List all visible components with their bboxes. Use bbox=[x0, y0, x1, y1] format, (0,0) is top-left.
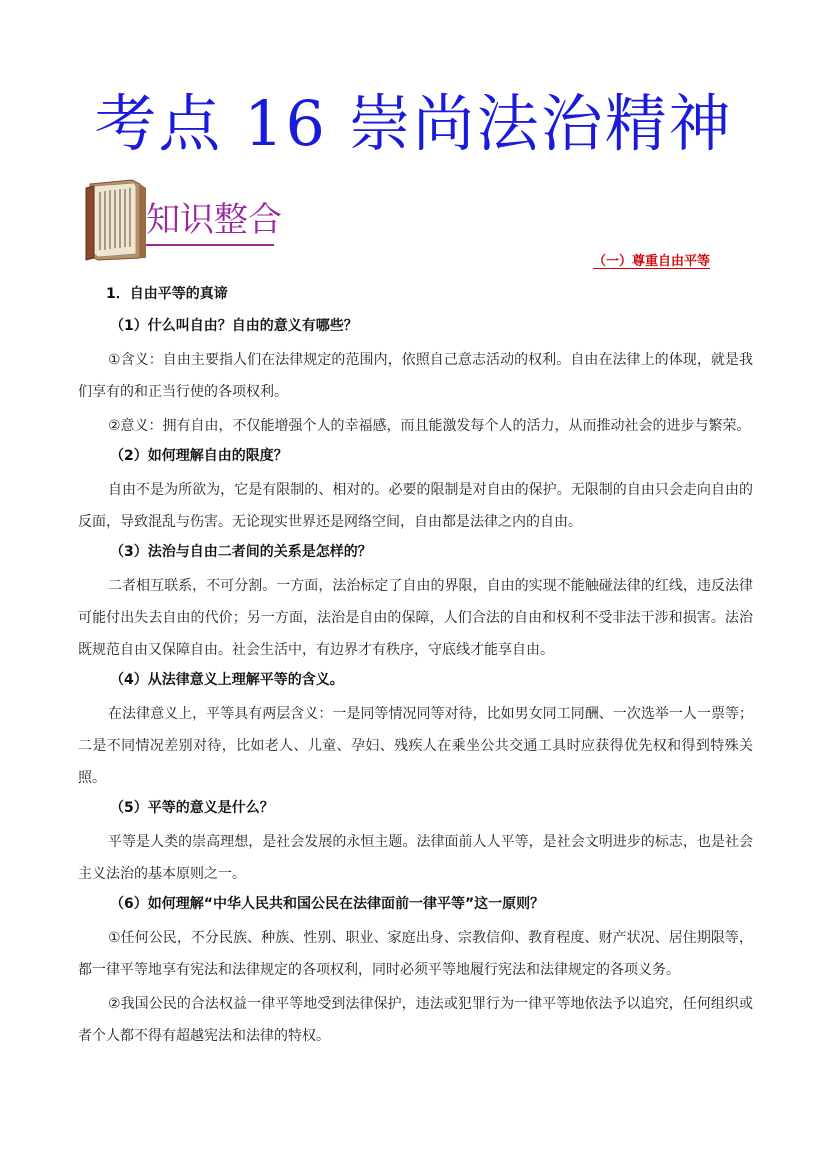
question-heading: （6）如何理解“中华人民共和国公民在法律面前一律平等”这一原则？ bbox=[110, 896, 545, 912]
question-heading: （4）从法律意义上理解平等的含义。 bbox=[110, 672, 344, 688]
question-block bbox=[78, 314, 753, 442]
paragraph: ②意义：拥有自由，不仅能增强个人的幸福感，而且能激发每个人的活力，从而推动社会的进步与繁荣。 bbox=[108, 418, 751, 434]
question-heading: （1）什么叫自由？自由的意义有哪些？ bbox=[110, 318, 358, 334]
item-title: 1．自由平等的真谛 bbox=[106, 286, 228, 302]
banner-underline bbox=[146, 244, 274, 246]
paragraph: 自由不是为所欲为，它是有限制的、相对的。必要的限制是对自由的保护。无限制的自由只会走向自由的反面，导致混乱与伤害。无论现实世界还是网络空间，自由都是法律之内的自由。 bbox=[78, 482, 753, 530]
content bbox=[78, 282, 753, 1054]
page-title: 考点 16 崇尚法治精神 bbox=[94, 87, 733, 160]
question-block bbox=[78, 892, 753, 1052]
question-block bbox=[78, 540, 753, 666]
section-heading-text: （一）尊重自由平等 bbox=[592, 254, 710, 269]
paragraph: ①任何公民，不分民族、种族、性别、职业、家庭出身、宗教信仰、教育程度、财产状况、居住期限等，都一律平等地享有宪法和法律规定的各项权利，同时必须平等地履行宪法和法律规定的各项义务。 bbox=[78, 930, 753, 978]
question-heading: （3）法治与自由二者间的关系是怎样的？ bbox=[110, 544, 372, 560]
section-heading bbox=[0, 250, 710, 269]
question-block bbox=[78, 444, 753, 538]
paragraph: ②我国公民的合法权益一律平等地受到法律保护，违法或犯罪行为一律平等地依法予以追究，任何组织或者个人都不得有超越宪法和法律的特权。 bbox=[78, 996, 753, 1044]
banner-title: 知识整合 bbox=[146, 200, 282, 240]
question-heading: （5）平等的意义是什么？ bbox=[110, 800, 274, 816]
question-block bbox=[78, 796, 753, 890]
paragraph: 在法律意义上，平等具有两层含义：一是同等情况同等对待，比如男女同工同酬、一次选举一人一票等；二是不同情况差别对待，比如老人、儿童、孕妇、残疾人在乘坐公共交通工具时应获得优先权和得到特殊关照。 bbox=[78, 706, 753, 786]
question-heading: （2）如何理解自由的限度？ bbox=[110, 448, 288, 464]
paragraph: 二者相互联系，不可分割。一方面，法治标定了自由的界限，自由的实现不能触碰法律的红线，违反法律可能付出失去自由的代价；另一方面，法治是自由的保障，人们合法的自由和权利不受非法干涉和损害。法治既规范自由又保障自由。社会生活中，有边界才有秩序，守底线才能享自由。 bbox=[78, 578, 753, 658]
paragraph: ①含义：自由主要指人们在法律规定的范围内，依照自己意志活动的权利。自由在法律上的体现，就是我们享有的和正当行使的各项权利。 bbox=[78, 352, 753, 400]
paragraph: 平等是人类的崇高理想，是社会发展的永恒主题。法律面前人人平等，是社会文明进步的标志，也是社会主义法治的基本原则之一。 bbox=[78, 834, 753, 882]
question-block bbox=[78, 668, 753, 794]
